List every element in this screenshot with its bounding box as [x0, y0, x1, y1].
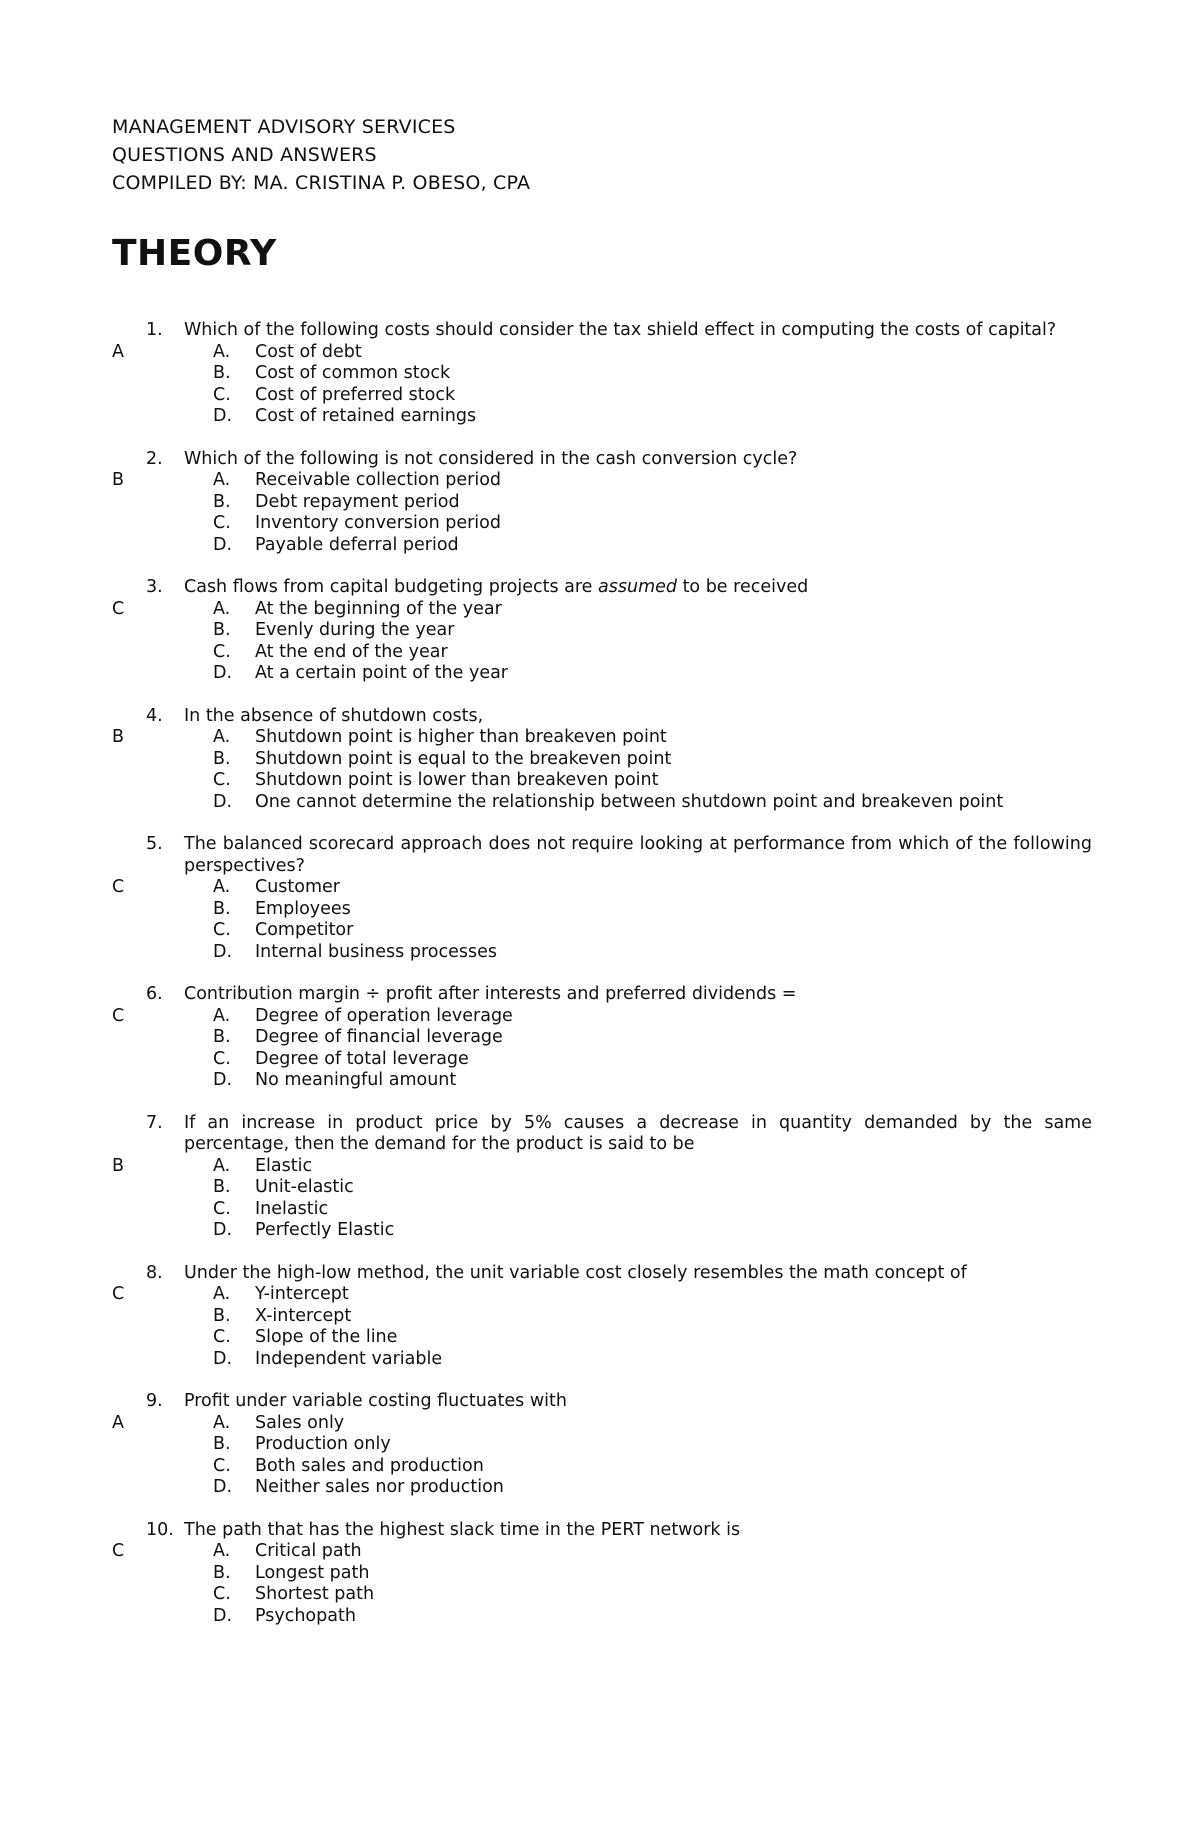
option-list [0, 1284, 1200, 1370]
option-list [0, 1156, 1200, 1242]
option-b [0, 749, 1200, 771]
option-text: Degree of operation leverage [255, 1005, 513, 1026]
question-text: The path that has the highest slack time in the PERT network is [184, 1519, 741, 1540]
option-text: One cannot determine the relationship between shutdown point and breakeven point [255, 791, 1004, 812]
option-letter: B. [213, 491, 231, 512]
question-list [0, 320, 1200, 1648]
question-text: Contribution margin ÷ profit after interests and preferred dividends = [184, 984, 797, 1004]
option-c [0, 770, 1200, 792]
option-text: Cost of common stock [255, 363, 451, 383]
option-list [0, 1541, 1200, 1627]
option-letter: A. [213, 598, 231, 619]
option-letter: D. [213, 1220, 233, 1240]
option-letter: C. [213, 384, 231, 405]
question-3 [0, 577, 1200, 685]
option-letter: C. [213, 1198, 231, 1219]
option-d [0, 535, 1200, 557]
option-letter: A. [213, 341, 231, 362]
question-1 [0, 320, 1200, 428]
option-text: Neither sales nor production [255, 1477, 504, 1497]
question-number: 8. [146, 1262, 163, 1283]
option-text: At the beginning of the year [255, 598, 502, 619]
option-a [0, 1413, 1200, 1435]
option-text: Sales only [255, 1412, 345, 1433]
option-d [0, 1477, 1200, 1499]
question-4 [0, 706, 1200, 814]
option-d [0, 406, 1200, 428]
option-letter: B. [213, 1177, 231, 1197]
option-b [0, 1434, 1200, 1456]
option-b [0, 492, 1200, 514]
option-letter: D. [213, 1605, 233, 1626]
question-text [184, 577, 1092, 599]
question-text-after: to be received [677, 577, 809, 597]
option-text: Critical path [255, 1541, 362, 1561]
question-text: In the absence of shutdown costs, [184, 705, 484, 726]
document-header [112, 113, 1012, 197]
option-text: At a certain point of the year [255, 663, 509, 683]
option-text: Production only [255, 1434, 391, 1454]
option-d [0, 1349, 1200, 1371]
option-text: Degree of financial leverage [255, 1027, 503, 1047]
option-letter: A. [213, 1155, 231, 1176]
option-text: Slope of the line [255, 1327, 398, 1347]
option-text: No meaningful amount [255, 1070, 457, 1090]
option-letter: D. [213, 1477, 233, 1497]
question-number: 1. [146, 320, 163, 340]
option-letter: D. [213, 791, 233, 812]
answer-key: A [112, 341, 124, 362]
option-letter: A. [213, 1412, 231, 1433]
option-c [0, 1584, 1200, 1606]
option-a [0, 470, 1200, 492]
option-b [0, 899, 1200, 921]
question-number: 9. [146, 1391, 163, 1411]
option-letter: D. [213, 663, 233, 683]
option-c [0, 1199, 1200, 1221]
option-text: Internal business processes [255, 941, 497, 962]
option-text: Elastic [255, 1155, 313, 1176]
question-9 [0, 1391, 1200, 1499]
option-b [0, 1177, 1200, 1199]
question-text: Which of the following is not considered in the cash conversion cycle? [184, 448, 798, 469]
section-title: THEORY [112, 233, 277, 274]
option-letter: B. [213, 620, 231, 640]
option-c [0, 385, 1200, 407]
question-number: 2. [146, 448, 163, 469]
option-letter: B. [213, 1434, 231, 1454]
option-text: Cost of debt [255, 341, 362, 362]
question-10 [0, 1520, 1200, 1628]
option-text: Shutdown point is equal to the breakeven point [255, 748, 672, 769]
option-text: Debt repayment period [255, 491, 460, 512]
option-c [0, 513, 1200, 535]
question-text: If an increase in product price by 5% causes a decrease in quantity demanded by the same percentage, then the demand for the product is said to be [184, 1112, 1092, 1154]
option-text: Both sales and production [255, 1455, 484, 1476]
option-a [0, 1541, 1200, 1563]
question-number: 7. [146, 1112, 163, 1133]
option-d [0, 1606, 1200, 1628]
header-subject: MANAGEMENT ADVISORY SERVICES [112, 116, 456, 138]
answer-key: B [112, 470, 125, 490]
option-c [0, 1327, 1200, 1349]
question-text: Profit under variable costing fluctuates with [184, 1391, 567, 1411]
answer-key: C [112, 1284, 125, 1304]
option-b [0, 363, 1200, 385]
option-text: Payable deferral period [255, 534, 459, 555]
option-c [0, 642, 1200, 664]
option-text: Shortest path [255, 1584, 375, 1604]
option-letter: C. [213, 513, 231, 533]
answer-key: C [112, 598, 125, 619]
answer-key: C [112, 1005, 125, 1026]
option-letter: A. [213, 470, 231, 490]
option-letter: C. [213, 1048, 231, 1069]
option-c [0, 1456, 1200, 1478]
option-a [0, 1006, 1200, 1028]
option-letter: B. [213, 1027, 231, 1047]
option-text: Receivable collection period [255, 470, 502, 490]
option-c [0, 1049, 1200, 1071]
option-text: Psychopath [255, 1605, 356, 1626]
option-d [0, 1220, 1200, 1242]
option-letter: C. [213, 920, 231, 940]
option-d [0, 663, 1200, 685]
option-a [0, 877, 1200, 899]
option-letter: C. [213, 1584, 231, 1604]
question-text: Under the high-low method, the unit variable cost closely resembles the math concept of [184, 1262, 967, 1283]
option-letter: A. [213, 1541, 231, 1561]
option-letter: B. [213, 1562, 231, 1583]
option-text: Inventory conversion period [255, 513, 501, 533]
option-text: Independent variable [255, 1348, 443, 1369]
option-letter: B. [213, 1305, 231, 1326]
answer-key: A [112, 1412, 124, 1433]
question-6 [0, 984, 1200, 1092]
question-number: 3. [146, 577, 163, 597]
option-text: Competitor [255, 920, 354, 940]
question-8 [0, 1263, 1200, 1371]
option-text: At the end of the year [255, 641, 448, 662]
option-text: Cost of retained earnings [255, 406, 477, 426]
option-list [0, 877, 1200, 963]
question-5 [0, 834, 1200, 963]
option-a [0, 342, 1200, 364]
option-letter: D. [213, 406, 233, 426]
option-letter: C. [213, 1455, 231, 1476]
option-letter: A. [213, 877, 231, 897]
option-letter: A. [213, 727, 231, 747]
option-text: Shutdown point is higher than breakeven point [255, 727, 667, 747]
header-compiler: COMPILED BY: MA. CRISTINA P. OBESO, CPA [112, 172, 531, 194]
option-text: Customer [255, 877, 341, 897]
question-text-emphasis: assumed [598, 577, 677, 597]
option-letter: C. [213, 770, 231, 790]
option-letter: A. [213, 1284, 231, 1304]
header-doc-type: QUESTIONS AND ANSWERS [112, 144, 377, 166]
option-text: Perfectly Elastic [255, 1220, 395, 1240]
option-letter: D. [213, 941, 233, 962]
option-b [0, 1306, 1200, 1328]
option-b [0, 620, 1200, 642]
option-a [0, 727, 1200, 749]
option-letter: C. [213, 641, 231, 662]
option-letter: D. [213, 1070, 233, 1090]
option-letter: D. [213, 534, 233, 555]
option-a [0, 599, 1200, 621]
option-text: Degree of total leverage [255, 1048, 469, 1069]
question-number: 10. [146, 1519, 174, 1540]
option-a [0, 1156, 1200, 1178]
option-letter: B. [213, 748, 231, 769]
question-2 [0, 449, 1200, 557]
option-letter: D. [213, 1348, 233, 1369]
question-number: 4. [146, 705, 163, 726]
answer-key: C [112, 877, 125, 897]
option-letter: B. [213, 363, 231, 383]
question-number: 5. [146, 834, 163, 854]
option-text: X-intercept [255, 1305, 352, 1326]
option-c [0, 920, 1200, 942]
option-d [0, 1070, 1200, 1092]
option-text: Unit-elastic [255, 1177, 354, 1197]
option-b [0, 1027, 1200, 1049]
option-letter: C. [213, 1327, 231, 1347]
question-7 [0, 1113, 1200, 1242]
option-text: Cost of preferred stock [255, 384, 456, 405]
option-text: Y-intercept [255, 1284, 349, 1304]
answer-key: B [112, 1155, 125, 1176]
option-d [0, 942, 1200, 964]
option-list [0, 342, 1200, 428]
answer-key: C [112, 1541, 125, 1561]
option-d [0, 792, 1200, 814]
option-list [0, 599, 1200, 685]
option-text: Employees [255, 898, 351, 919]
option-text: Shutdown point is lower than breakeven point [255, 770, 659, 790]
answer-key: B [112, 727, 125, 747]
option-b [0, 1563, 1200, 1585]
option-text: Inelastic [255, 1198, 329, 1219]
question-number: 6. [146, 984, 163, 1004]
question-text-before: Cash flows from capital budgeting projects are [184, 577, 599, 597]
option-list [0, 1006, 1200, 1092]
question-text: The balanced scorecard approach does not require looking at performance from which of the following perspectives? [184, 834, 1092, 876]
option-list [0, 1413, 1200, 1499]
option-list [0, 727, 1200, 813]
option-list [0, 470, 1200, 556]
option-text: Longest path [255, 1562, 370, 1583]
option-letter: B. [213, 898, 231, 919]
option-a [0, 1284, 1200, 1306]
option-text: Evenly during the year [255, 620, 455, 640]
option-letter: A. [213, 1005, 231, 1026]
question-text: Which of the following costs should consider the tax shield effect in computing the costs of capital? [184, 320, 1057, 340]
